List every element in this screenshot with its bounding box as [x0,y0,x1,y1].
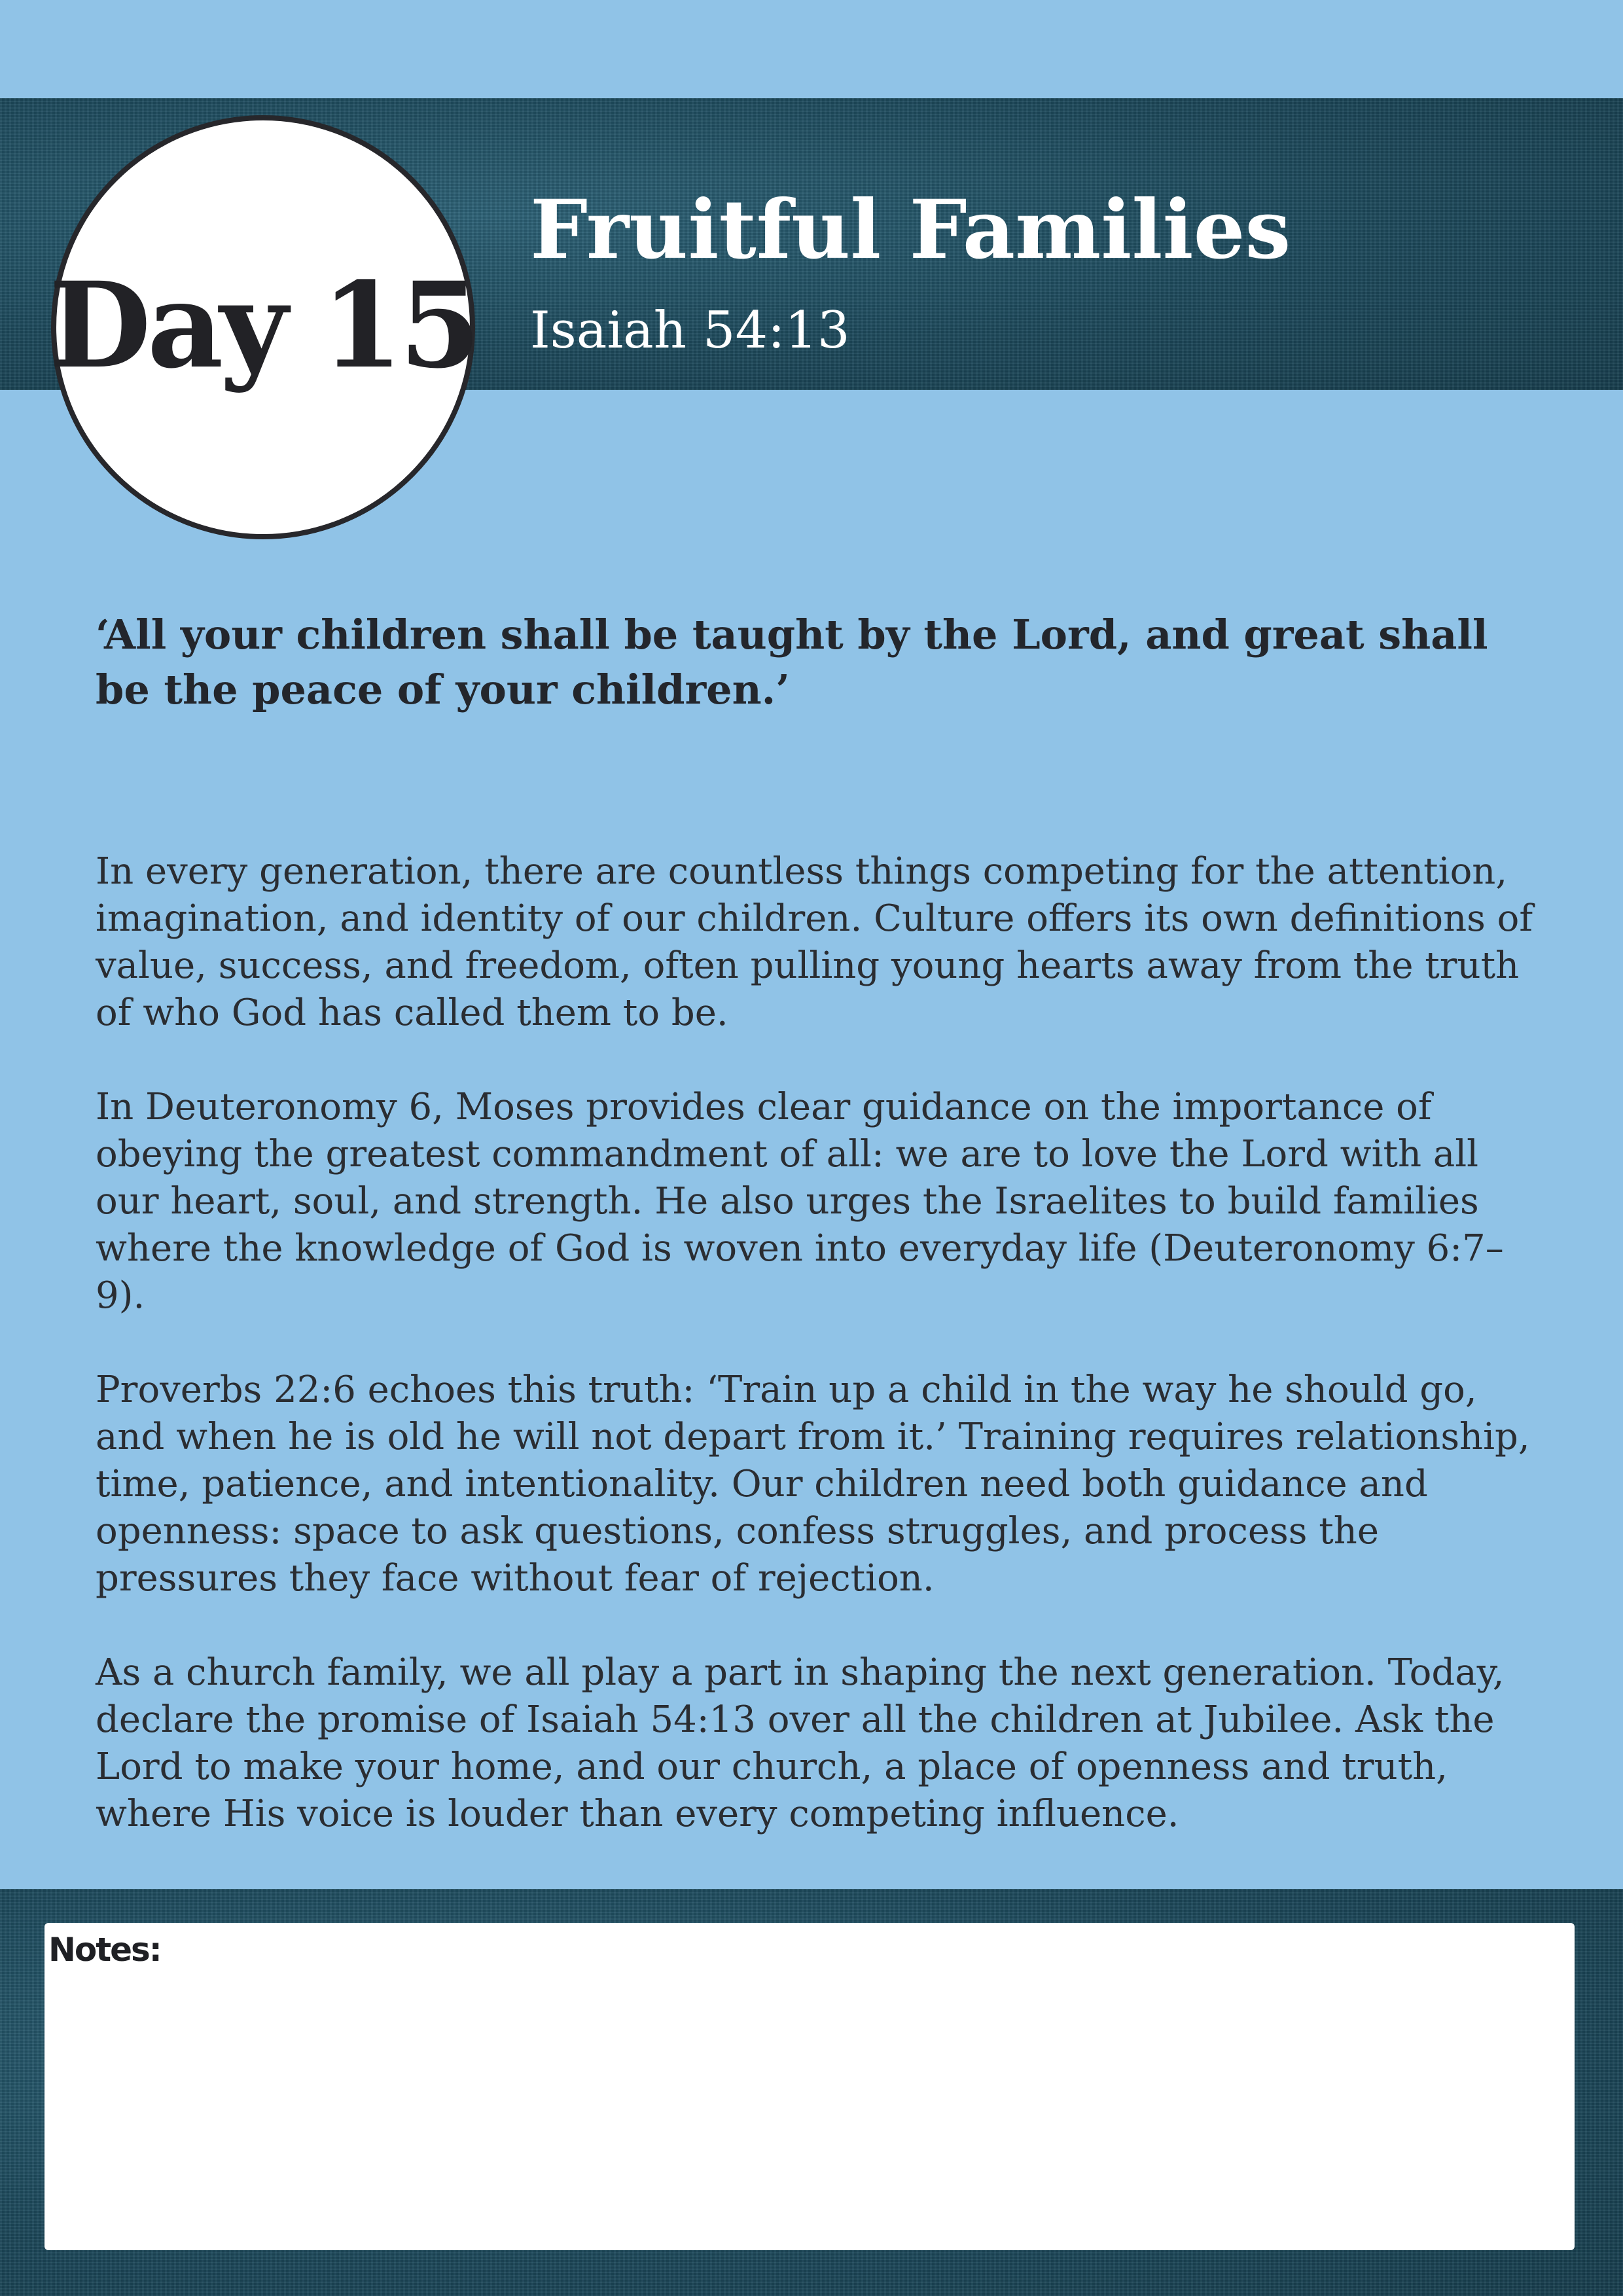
key-verse: ‘All your children shall be taught by the Lord, and great shall be the peace of your children.’ [96,611,1488,713]
body-paragraph: In every generation, there are countless things competing for the attention, imagination, and identity of our children. Culture offers its own definitions of value, success, and freedom, often pulling young hearts away from the truth of who God has called them to be. [96,850,1533,1034]
body-paragraph: In Deuteronomy 6, Moses provides clear guidance on the importance of obeying the greatest commandment of all: we are to love the Lord with all our heart, soul, and strength. He also urges the Israelites to build families where the knowledge of God is woven into everyday life (Deuteronomy 6:7–9). [96,1086,1504,1317]
devotional-body [96,848,1535,1885]
body-paragraph: As a church family, we all play a part in shaping the next generation. Today, declare the promise of Isaiah 54:13 over all the children at Jubilee. Ask the Lord to make your home, and our church, a place of openness and truth, where His voice is louder than every competing influence. [96,1651,1505,1835]
day-label: Day 15 [48,256,478,395]
notes-area[interactable] [45,1923,1575,2250]
notes-label: Notes: [48,1931,161,1969]
body-paragraph: Proverbs 22:6 echoes this truth: ‘Train up a child in the way he should go, and when he is old he will not depart from it.’ Training requires relationship, time, patience, and intentionality. Our children need both guidance and openness: space to ask questions, confess struggles, and process the pressures they face without fear of rejection. [96,1369,1530,1600]
day-badge [48,115,478,539]
page-title: Fruitful Families [530,183,1291,278]
scripture-reference: Isaiah 54:13 [530,301,850,360]
